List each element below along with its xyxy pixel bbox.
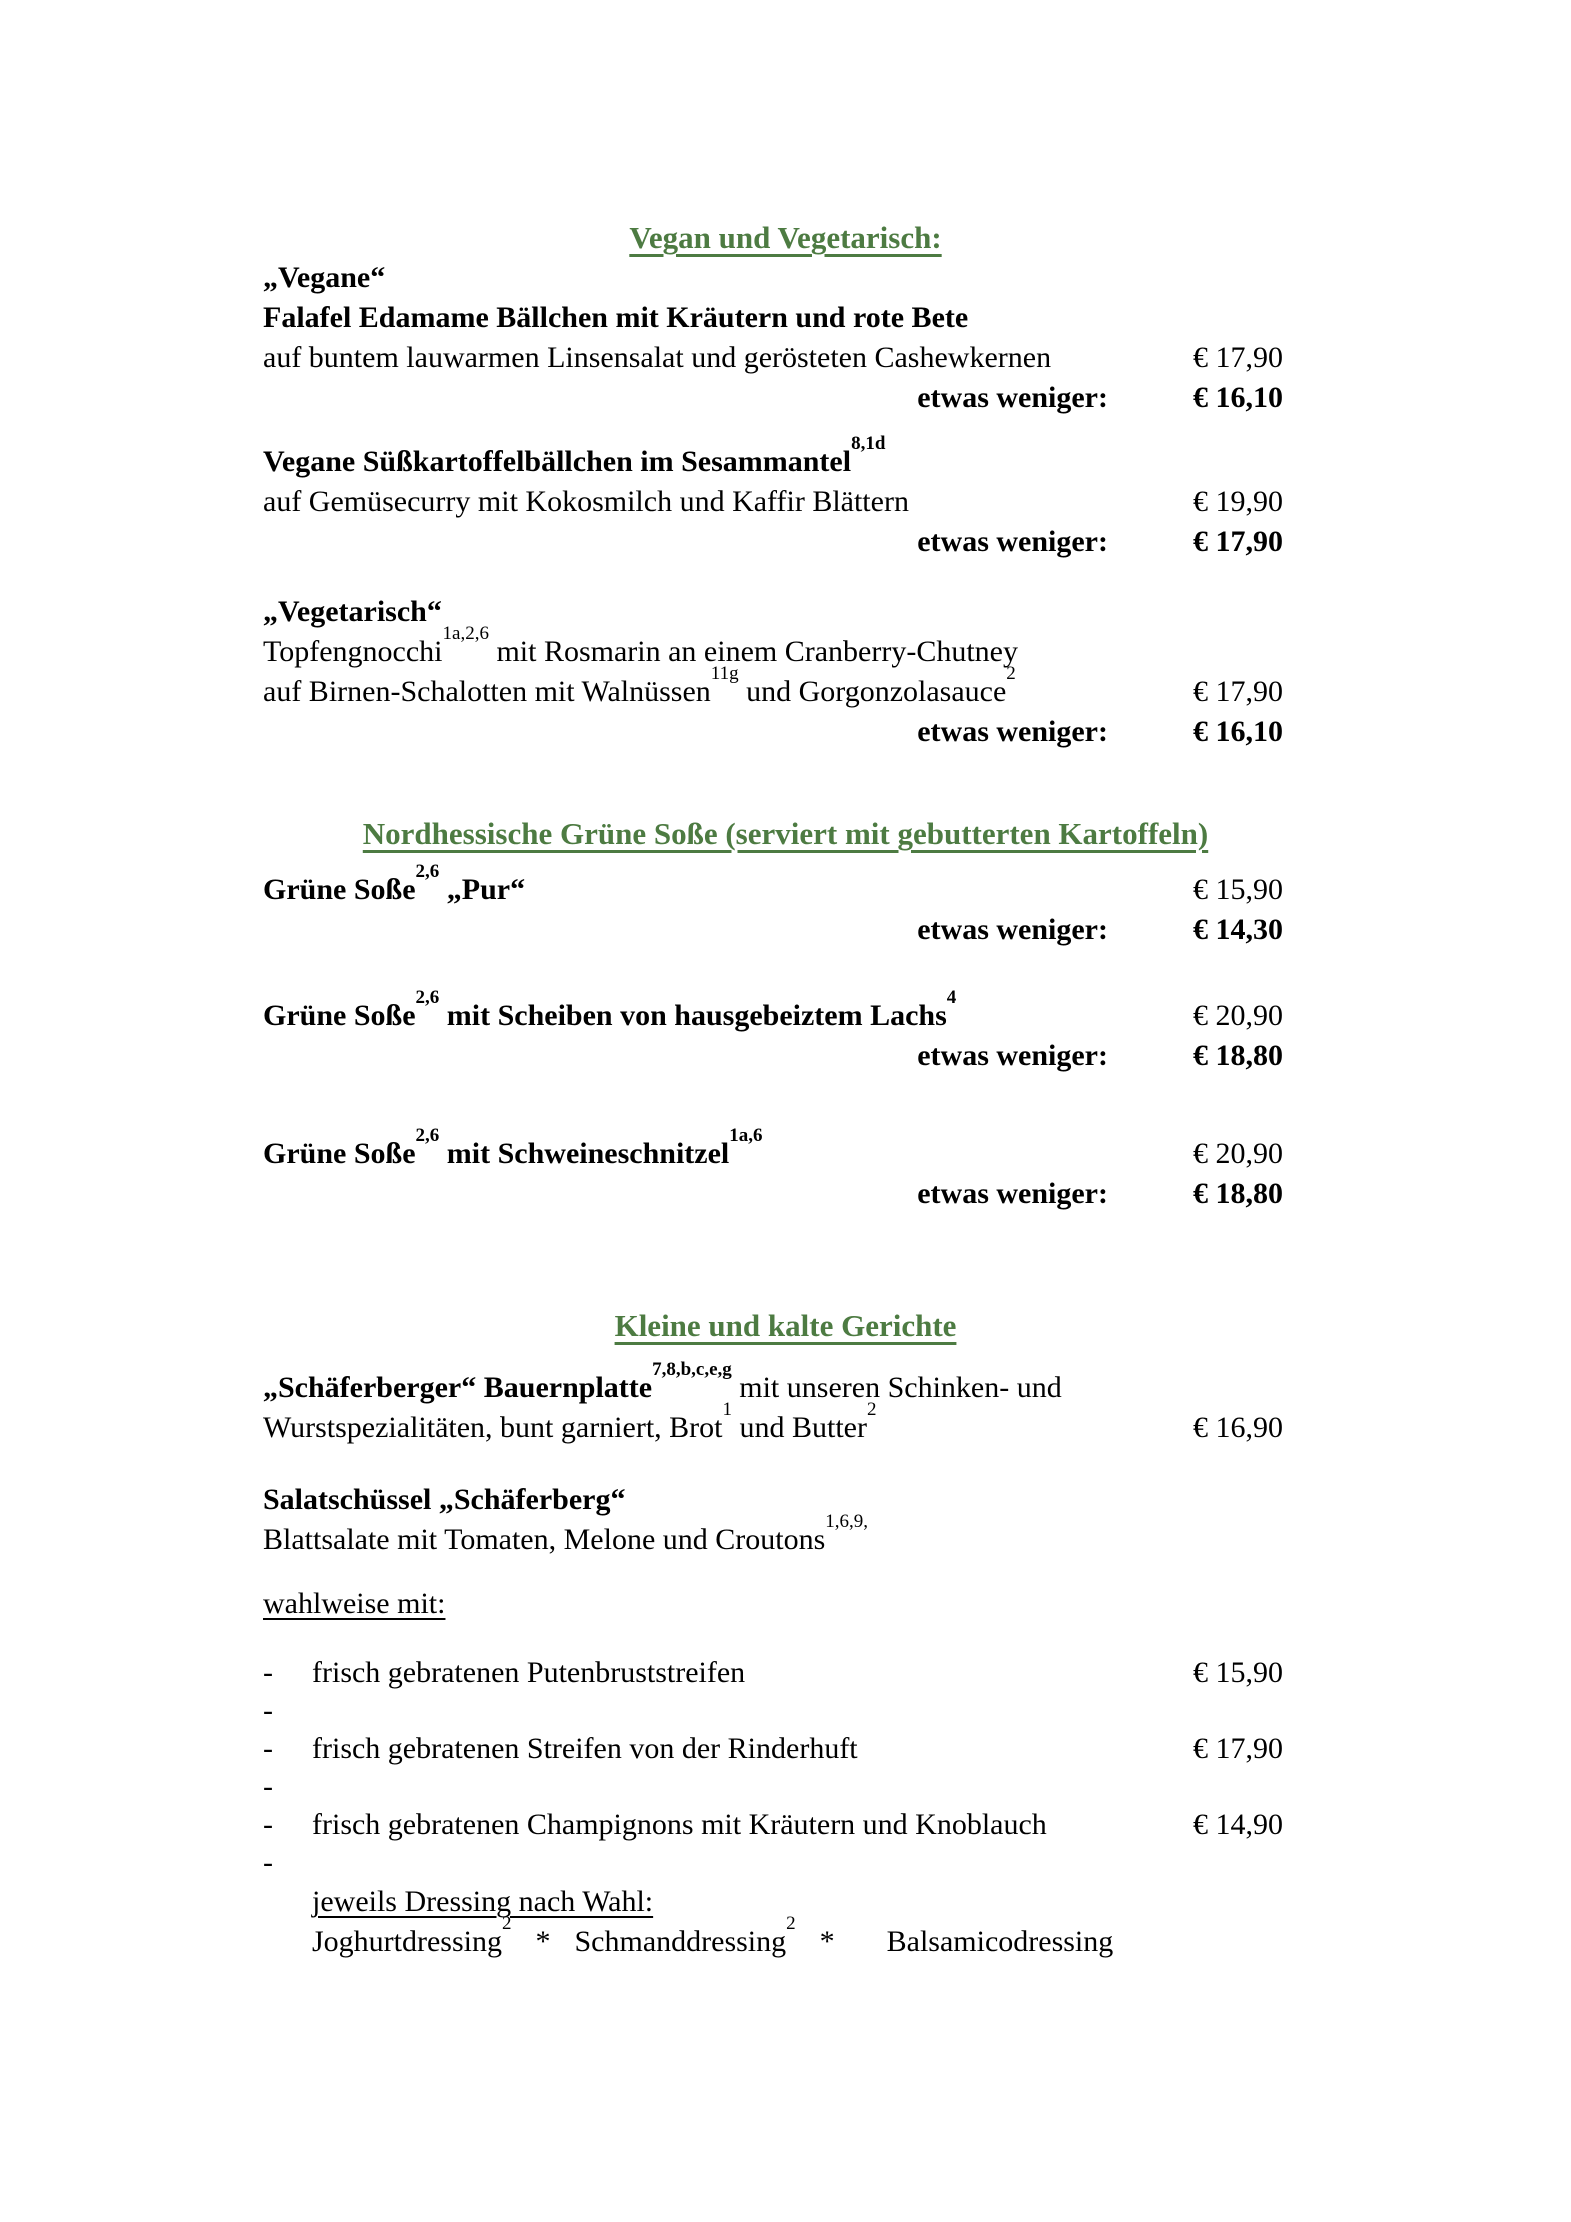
dish-name-text: Grüne Soße (263, 999, 416, 1032)
price: € 19,90 (1193, 485, 1283, 518)
section-title-vegan (263, 218, 1308, 258)
dish-name-text: Topfengnocchi (263, 635, 443, 668)
section-title-vegan-text: Vegan und Vegetarisch: (629, 220, 942, 255)
less-row (263, 522, 1308, 562)
less-row (263, 378, 1308, 418)
dish-name-text: „Pur“ (439, 873, 526, 906)
less-price: € 16,10 (1193, 715, 1283, 748)
dash-bullet: - (263, 1656, 273, 1689)
less-label: etwas weniger: (917, 715, 1108, 748)
dressing-options-line (312, 1913, 1308, 1962)
less-label: etwas weniger: (917, 1177, 1108, 1210)
dressing-label: jeweils Dressing nach Wahl: (312, 1885, 654, 1918)
dash-bullet: - (263, 1808, 273, 1841)
dish-line1 (263, 1359, 1308, 1408)
dash-bullet: - (263, 1846, 273, 1879)
dressing-option (574, 1913, 796, 1958)
allergen-superscript: 2,6 (415, 1125, 440, 1146)
dressing-label-line (312, 1882, 1308, 1922)
price: € 20,90 (1193, 999, 1283, 1032)
less-row (263, 1036, 1308, 1076)
wahlweise-line (263, 1584, 1308, 1624)
dish-name-row (263, 1125, 1308, 1174)
dish-name-row (263, 861, 1308, 910)
dish-desc-text: und Butter (732, 1411, 867, 1444)
option-row (263, 1730, 1308, 1768)
less-label: etwas weniger: (917, 381, 1108, 414)
dish-name-salat: Salatschüssel „Schäferberg“ (263, 1483, 626, 1516)
dish-desc-row (263, 663, 1308, 712)
dash-bullet: - (263, 1770, 273, 1803)
allergen-superscript: 1 (722, 1399, 732, 1420)
option-row (263, 1654, 1308, 1692)
price: € 15,90 (1193, 1656, 1283, 1689)
allergen-superscript: 2 (786, 1913, 796, 1934)
less-label: etwas weniger: (917, 913, 1108, 946)
dish-name (263, 1359, 732, 1404)
dish-description (263, 1399, 1193, 1448)
section-title-gruene-sosse (263, 814, 1308, 854)
option-text: frisch gebratenen Putenbruststreifen (312, 1656, 746, 1689)
allergen-superscript: 1a,6 (729, 1125, 763, 1146)
dish-name (263, 1125, 1193, 1174)
dish-desc-row (263, 1399, 1308, 1448)
allergen-superscript: 2 (1006, 663, 1016, 684)
dish-gruene-sosse-lachs (263, 987, 1308, 1076)
allergen-superscript: 4 (946, 987, 957, 1008)
less-price: € 17,90 (1193, 525, 1283, 558)
dish-bauernplatte (263, 1359, 1308, 1448)
price: € 17,90 (1193, 675, 1283, 708)
dish-name-text: mit Rosmarin an einem Cranberry-Chutney (488, 635, 1018, 668)
dish-group-label-vegane: „Vegane“ (263, 261, 386, 294)
allergen-superscript: 8,1d (851, 433, 886, 454)
dish-topfengnocchi (263, 592, 1308, 752)
less-label: etwas weniger: (917, 525, 1108, 558)
allergen-superscript: 1a,2,6 (442, 623, 489, 644)
salad-options (263, 1654, 1308, 1882)
dressing-text: Schmanddressing (574, 1925, 787, 1958)
dish-description: auf buntem lauwarmen Linsensalat und gerösteten Cashewkernen (263, 341, 1052, 374)
dash-bullet: - (263, 1732, 273, 1765)
section-title-gruene-sosse-text: Nordhessische Grüne Soße (serviert mit gebutterten Kartoffeln) (362, 816, 1209, 851)
less-row (263, 712, 1308, 752)
less-price: € 18,80 (1193, 1039, 1283, 1072)
allergen-superscript: 1,6,9, (825, 1511, 869, 1532)
price: € 16,90 (1193, 1411, 1283, 1444)
dish-line1 (263, 623, 1308, 672)
dish-desc-text: und Gorgonzolasauce (738, 675, 1007, 708)
dash-bullet: - (263, 1694, 273, 1727)
allergen-superscript: 2 (502, 1913, 512, 1934)
price: € 14,90 (1193, 1808, 1283, 1841)
dish-name-text: mit Schweineschnitzel (439, 1137, 730, 1170)
less-row (263, 1174, 1308, 1214)
dish-desc-row (263, 338, 1308, 378)
section-title-kalte-gerichte-text: Kleine und kalte Gerichte (614, 1308, 957, 1343)
price: € 17,90 (1193, 1732, 1283, 1765)
allergen-superscript: 7,8,b,c,e,g (652, 1359, 732, 1380)
separator-star: * (819, 1925, 835, 1958)
dish-name-text: mit Scheiben von hausgebeiztem Lachs (439, 999, 947, 1032)
dish-name (263, 861, 1193, 910)
less-row (263, 910, 1308, 950)
dish-description (263, 663, 1193, 712)
dish-name (263, 987, 1193, 1036)
dish-name-text: Grüne Soße (263, 873, 416, 906)
allergen-superscript: 11g (710, 663, 739, 684)
dish-desc-text: Blattsalate mit Tomaten, Melone und Croutons (263, 1523, 826, 1556)
less-label: etwas weniger: (917, 1039, 1108, 1072)
dash-line (263, 1844, 1308, 1882)
dish-name-text: „Schäferberger“ Bauernplatte (263, 1371, 653, 1404)
option-row (263, 1806, 1308, 1844)
dish-desc-text: Wurstspezialitäten, bunt garniert, Brot (263, 1411, 723, 1444)
dish-group-label-vegetarisch: „Vegetarisch“ (263, 595, 442, 628)
dish-name-row (263, 987, 1308, 1036)
dish-suesskartoffel (263, 433, 1308, 562)
allergen-superscript: 2 (867, 1399, 877, 1420)
dish-description (263, 1511, 1308, 1560)
section-title-kalte-gerichte (263, 1306, 1308, 1346)
dish-desc-text: mit unseren Schinken- und (731, 1371, 1062, 1404)
less-price: € 16,10 (1193, 381, 1283, 414)
price: € 20,90 (1193, 1137, 1283, 1170)
dish-salatschuessel (263, 1480, 1308, 1560)
dish-gruene-sosse-schnitzel (263, 1125, 1308, 1214)
allergen-superscript: 2,6 (415, 987, 440, 1008)
dish-gruene-sosse-pur (263, 861, 1308, 950)
dish-description: auf Gemüsecurry mit Kokosmilch und Kaffir Blättern (263, 485, 909, 518)
dressing-option: Balsamicodressing (886, 1925, 1114, 1958)
dish-name-text: Vegane Süßkartoffelbällchen im Sesammantel (263, 445, 852, 478)
price: € 15,90 (1193, 873, 1283, 906)
wahlweise-label: wahlweise mit: (263, 1587, 446, 1620)
option-text: frisch gebratenen Streifen von der Rinderhuft (312, 1732, 858, 1765)
less-price: € 14,30 (1193, 913, 1283, 946)
dish-desc-row (263, 482, 1308, 522)
dressing-option (312, 1913, 512, 1958)
dish-name-suesskartoffel (263, 433, 1308, 482)
dash-line (263, 1692, 1308, 1730)
allergen-superscript: 2,6 (415, 861, 440, 882)
dish-desc-text: auf Birnen-Schalotten mit Walnüssen (263, 675, 711, 708)
dash-line (263, 1768, 1308, 1806)
dish-falafel (263, 258, 1308, 418)
price: € 17,90 (1193, 341, 1283, 374)
dish-name-text: Grüne Soße (263, 1137, 416, 1170)
option-text: frisch gebratenen Champignons mit Kräutern und Knoblauch (312, 1808, 1047, 1841)
less-price: € 18,80 (1193, 1177, 1283, 1210)
separator-star: * (535, 1925, 551, 1958)
dish-name-falafel: Falafel Edamame Bällchen mit Kräutern und rote Bete (263, 301, 969, 334)
menu-content (263, 218, 1308, 1962)
dressing-text: Joghurtdressing (312, 1925, 502, 1958)
